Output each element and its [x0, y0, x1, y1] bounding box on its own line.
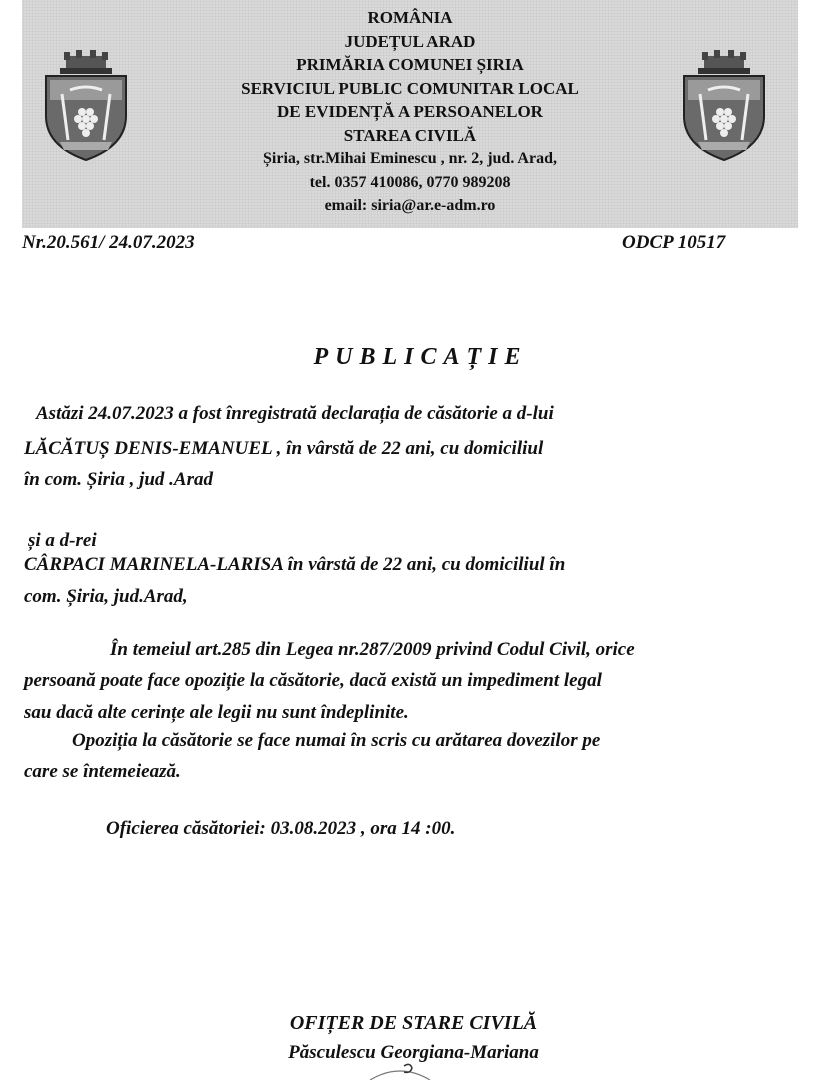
official-stamp-icon [360, 1062, 440, 1080]
groom-line-2: LĂCĂTUȘ DENIS-EMANUEL , în vârstă de 22 ani, cu domiciliul [24, 438, 544, 459]
header-county: JUDEȚUL ARAD [344, 31, 476, 51]
header-phone: tel. 0357 410086, 0770 989208 [309, 173, 511, 191]
legal-line-2: persoană poate face opoziție la căsătorie, dacă există un impediment legal [24, 670, 602, 691]
signatory-name: Păsculescu Georgiana-Mariana [288, 1042, 539, 1063]
bride-line-3: com. Șiria, jud.Arad, [24, 586, 188, 607]
legal-line-3: sau dacă alte cerințe ale legii nu sunt îndeplinite. [24, 702, 409, 723]
registration-number: Nr.20.561/ 24.07.2023 [22, 232, 195, 253]
legal-line-1: În temeiul art.285 din Legea nr.287/2009 privind Codul Civil, orice [110, 639, 635, 660]
coat-of-arms-icon [678, 50, 770, 162]
opposition-line-1: Opoziția la căsătorie se face numai în scris cu arătarea dovezilor pe [72, 730, 601, 751]
document-title: PUBLICAȚIE [313, 344, 528, 370]
signatory-title: OFIȚER DE STARE CIVILĂ [289, 1012, 538, 1034]
coat-of-arms-icon [40, 50, 132, 162]
header-town-hall: PRIMĂRIA COMUNEI ȘIRIA [296, 55, 524, 74]
groom-line-3: în com. Șiria , jud .Arad [24, 469, 213, 490]
header-service: SERVICIUL PUBLIC COMUNITAR LOCAL [241, 78, 579, 98]
office-code: ODCP 10517 [622, 232, 726, 253]
ceremony-date: Oficierea căsătoriei: 03.08.2023 , ora 14 :00. [106, 818, 456, 839]
groom-line-1: Astăzi 24.07.2023 a fost înregistrată declarația de căsătorie a d-lui [36, 403, 554, 424]
letterhead [22, 0, 798, 228]
bride-line-1: și a d-rei [28, 530, 97, 551]
header-address: Șiria, str.Mihai Eminescu , nr. 2, jud. Arad, [263, 150, 557, 167]
header-country: ROMÂNIA [367, 8, 453, 27]
header-service-3: STAREA CIVILĂ [343, 125, 477, 145]
header-service-2: DE EVIDENȚĂ A PERSOANELOR [277, 102, 543, 121]
institution-header [172, 6, 648, 218]
bride-line-2: CÂRPACI MARINELA-LARISA în vârstă de 22 ani, cu domiciliul în [24, 554, 566, 575]
header-email: email: siria@ar.e-adm.ro [324, 197, 496, 214]
opposition-line-2: care se întemeiează. [24, 761, 181, 782]
